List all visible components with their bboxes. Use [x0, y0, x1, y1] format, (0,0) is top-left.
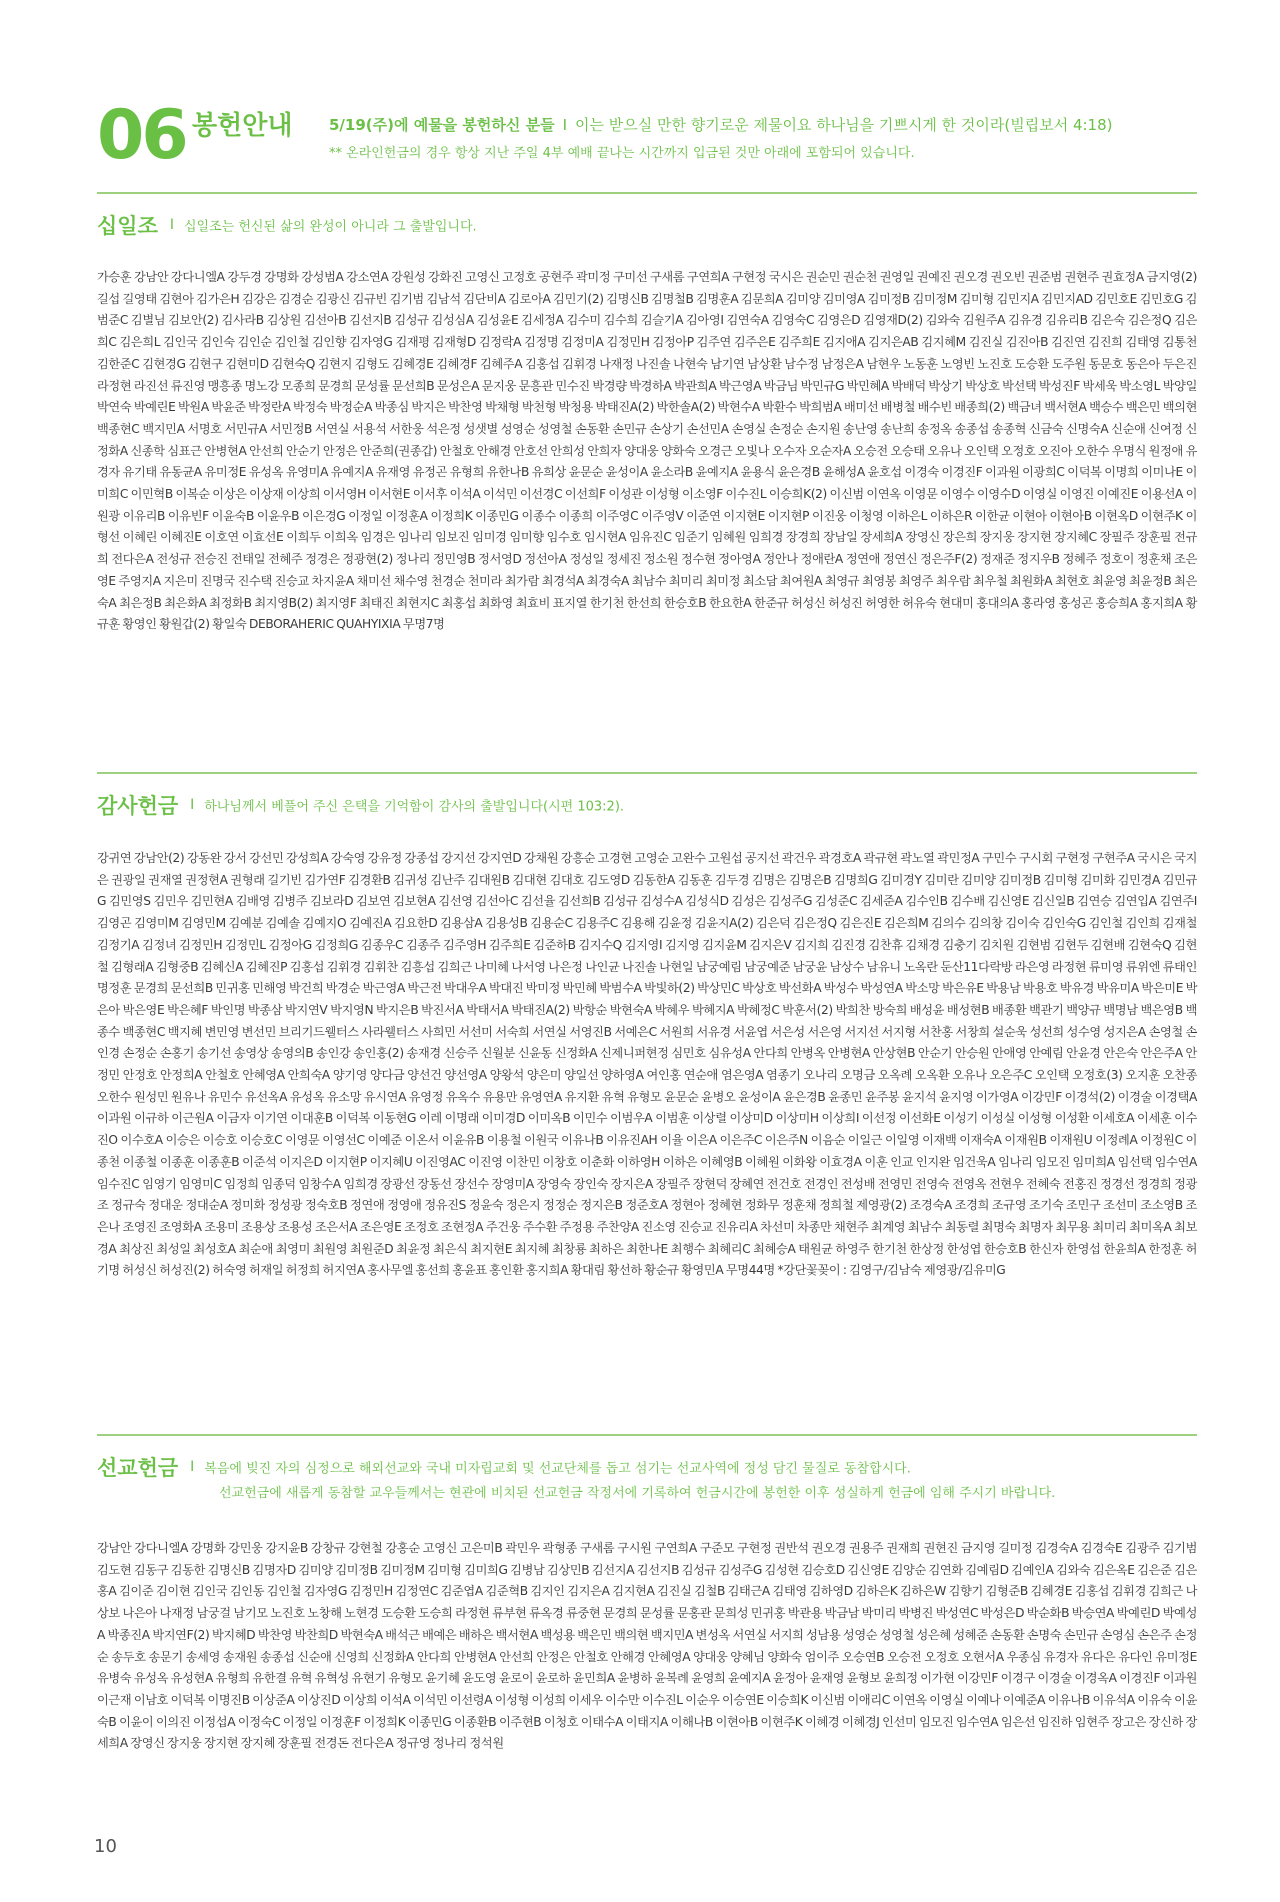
section-separator: I — [190, 1459, 195, 1475]
section-title: 감사헌금 — [97, 794, 179, 818]
offering-date-text: 5/19(주)에 예물을 봉헌하신 분들 — [329, 116, 555, 134]
section-subtitle-line2: 선교헌금에 새롭게 동참할 교우들께서는 현관에 비치된 선교헌금 작정서에 기록하여 헌금시간에 봉헌한 이후 성실하게 헌금에 임해 주시기 바랍니다. — [219, 1486, 1056, 1501]
section-header-tithe — [97, 210, 477, 242]
header-separator: I — [562, 116, 567, 134]
online-offering-note: ** 온라인헌금의 경우 항상 지난 주일 4부 예배 끝나는 시간까지 입금된 것만 아래에 포함되어 있습니다. — [329, 146, 915, 161]
section-separator: I — [169, 217, 174, 233]
header-line — [329, 114, 1113, 136]
section-subtitle: 하나님께서 베풀어 주신 은택을 기억함이 감사의 출발입니다(시편 103:2). — [204, 799, 625, 815]
tithe-names-list: 가승훈 강남안 강다니엘A 강두경 강명화 강성범A 강소연A 강원성 강화진 고영신 고정호 공현주 곽미정 구미선 구새롬 구연희A 구현정 국시은 권순민 권순천 권영일 권예진 권오경 권오빈 권준범 권현주 권효정A 금지영(2) 길섭 길영태 김현아 김가은H 김강은 김경순 김광신 김규빈 김기범 김남석 김단비A 김로아A 김민기(2) 김명신B 김명철B 김명훈A 김문희A 김미양 김미영A 김미정B 김미정M 김미형 김민지A 김민지AD 김민호E 김민호G 김범준C 김별님 김보안(2) 김사라B 김상원 김선아B 김선지B 김성규 김성심A 김성윤E 김세정A 김수미 김수희 김슬기A 김아영I 김연숙A 김영숙C 김영은D 김영재D(2) 김와숙 김원주A 김유경 김유리B 김은숙 김은정Q 김은희C 김은희L 김인국 김인숙 김인순 김인철 김인향 김자영G 김재평 김재형D 김정락A 김정명 김정미A 김정민H 김정아P 김주연 김주은E 김주희E 김지애A 김지은AB 김지혜M 김진실 김진아B 김진연 김진희 김태영 김통천 김한준C 김현경G 김현구 김현미D 김현숙Q 김현지 김형도 김혜경E 김혜경F 김혜주A 김홍섭 김휘경 나재정 나진솔 나현숙 남기연 남상환 남수정 남정은A 남현우 노동훈 노영빈 노진호 도승환 도주원 동문호 동은아 두은진 라정현 라진선 류진영 맹흥종 명노강 모종희 문경희 문성률 문선희B 문성은A 문지웅 문흥관 민수진 박경량 박경하A 박관희A 박근영A 박금님 박민규G 박민혜A 박배덕 박상기 박상호 박선택 박성진F 박세욱 박소영L 박양일 박연숙 박예린E 박원A 박윤준 박정란A 박정숙 박정순A 박종심 박지은 박찬영 박채형 박천형 박청용 박태진A(2) 박한솔A(2) 박현수A 박환수 박희범A 배미선 배병철 배수빈 배종희(2) 백금녀 백서현A 백승수 백은민 백의현 백종현C 백지민A 서명호 서민규A 서민정B 서연실 서용석 서한웅 석은정 성샛별 성영순 성영철 손동환 손민규 손상기 손선민A 손영실 손정순 손지원 송난영 송난희 송정옥 송종섭 송종혁 신금숙 신명숙A 신순애 신여정 신정화A 신종학 심표근 안병현A 안선희 안순기 안정은 안준희(권종갑) 안철호 안해경 안호선 안희성 안희자 양대웅 양화숙 오경근 오빛나 오수자 오순자A 오승전 오승태 오유나 오인택 오정호 오진아 오한수 우명식 원정애 유경자 유기태 유동균A 유미정E 유성옥 유영미A 유예지A 유재영 유정곤 유형희 유한나B 유희상 윤문순 윤성이A 윤소라B 윤예지A 윤용식 윤은경B 윤해성A 윤호섭 이경숙 이경진F 이과원 이광희C 이덕복 이명희 이미나E 이미희C 이민혁B 이복순 이상은 이상재 이상희 이서영H 이서현E 이서후 이석A 이석민 이선경C 이선희F 이성관 이성형 이소영F 이수진L 이승희K(2) 이신범 이연옥 이영문 이영수 이영수D 이영실 이영진 이예진E 이용선A 이원광 이유리B 이유빈F 이윤숙B 이윤우B 이은경G 이정일 이정훈A 이정희K 이종민G 이종수 이종희 이주영C 이주영V 이준연 이지현E 이지현P 이진웅 이청영 이하은L 이하은R 이한균 이현아 이현아B 이현옥D 이현주K 이형선 이혜린 이혜진E 이호연 이효선E 이희두 이희옥 임경은 임나리 임보진 임미경 임미향 임수호 임시현A 임유진C 임준기 임혜원 임희경 장경희 장남일 장세희A 장영신 장은희 장지웅 장지현 장지혜C 장필주 장훈필 전규희 전다은A 전성규 전승진 전태일 전혜주 정경은 정광현(2) 정나리 정민영B 정서영D 정선아A 정성일 정세진 정소원 정수현 정아영A 정안나 정애란A 정연애 정연신 정은주F(2) 정재준 정지우B 정혜주 정호이 정훈채 조은영E 주영지A 지은미 진명국 진수택 진승교 차지윤A 채미선 채수영 천경순 천미라 최가람 최경석A 최경숙A 최남수 최미리 최미정 최소담 최여원A 최영규 최영봉 최영주 최우람 최우철 최원화A 최현호 최윤영 최윤정B 최은숙A 최은정B 최은화A 최정화B 최지영B(2) 최지영F 최태진 최현지C 최홍섭 최화영 최효비 표지열 한기천 한선희 한승호B 한요한A 한준규 허성신 허성진 허영한 허유숙 현대미 홍대의A 홍라영 홍성곤 홍승희A 홍지희A 황규훈 황영인 황원갑(2) 황일숙 DEBORAHERIC QUAHYIXIA 무명7명 — [97, 270, 1198, 632]
divider — [97, 192, 1197, 194]
header-verse: 이는 받으실 만한 향기로운 제물이요 하나님을 기쁘시게 한 것이라(빌립보서 4:18) — [575, 116, 1113, 134]
divider — [97, 1434, 1197, 1436]
section-title: 십일조 — [97, 214, 158, 238]
section-header-thanks — [97, 790, 624, 822]
section-subtitle: 복음에 빚진 자의 심정으로 해외선교와 국내 미자립교회 및 선교단체를 돕고 섬기는 선교사역에 정성 담긴 물질로 동참합시다. — [204, 1461, 911, 1477]
section-subtitle: 십일조는 헌신된 삶의 완성이 아니라 그 출발입니다. — [184, 219, 477, 235]
page-number: 10 — [94, 1836, 117, 1857]
section-separator: I — [190, 797, 195, 813]
divider — [97, 772, 1197, 774]
mission-names-list: 강남안 강다니엘A 강명화 강민웅 강지윤B 강창규 강현철 강홍순 고영신 고은미B 곽민우 곽형종 구새롬 구시원 구연희A 구준모 구현정 권반석 권오경 권용주 권재희 권현진 금지영 길미정 김경숙A 김경숙E 김광주 김기범 김도현 김동구 김동한 김명신B 김명자D 김미양 김미정B 김미정M 김미형 김미희G 김병남 김상민B 김선지A 김선지B 김성규 김성주G 김성현 김승호D 김신영E 김양순 김연화 김예림D 김예인A 김와숙 김은옥E 김은준 김은홍A 김이준 김이현 김인국 김인동 김인철 김자영G 김정민H 김정연C 김준엽A 김준혁B 김지인 김지은A 김지현A 김진실 김철B 김태근A 김태영 김하영D 김하은K 김하은W 김향기 김형준B 김혜경E 김홍섭 김휘경 김희근 나상보 나은아 나재정 남궁걸 남기모 노진호 노창해 노현경 도승환 도승희 라정현 류부현 류옥경 류중현 문경희 문성률 문홍관 문희성 민귀홍 박관용 박금남 박미리 박병진 박성연C 박성은D 박순화B 박승연A 박예린D 박예성A 박종진A 박지연F(2) 박지혜D 박찬영 박찬희D 박현숙A 배석근 배예은 배하은 백서현A 백성용 백은민 백의현 백지민A 변성옥 서연실 서지희 성남용 성영순 성영철 성은혜 성혜준 손동환 손명숙 손민규 손영심 손은주 손정순 송두호 송문기 송세영 송재원 송종섭 신순애 신영희 신정화A 안다희 안병현A 안선희 안정은 안철호 안해경 안혜영A 양대웅 양혜님 양화숙 엄이주 오승연B 오승전 오정호 오현서A 우종심 유경자 유다은 유다인 유미정E 유병숙 유성옥 유성현A 유형희 유한결 유혁 유혁성 유현기 유형모 윤기혜 윤도영 윤로이 윤로하 윤민희A 윤병하 윤복례 윤영희 윤예지A 윤정아 윤재영 윤형보 윤희정 이가현 이강민F 이경구 이경술 이경옥A 이경진F 이과원 이근재 이남호 이덕복 이명진B 이상준A 이상진D 이상희 이석A 이석민 이선령A 이성형 이성희 이세우 이수만 이수진L 이순우 이승연E 이승희K 이신범 이애리C 이연옥 이영실 이예나 이예준A 이유나B 이유석A 이유숙 이윤숙B 이윤이 이의진 이정섭A 이정숙C 이정일 이정훈F 이정희K 이종민G 이종환B 이주현B 이청호 이태수A 이태지A 이해나B 이현아B 이현주K 이혜경 이혜경J 인선미 임모진 임수연A 임은선 임진하 임현주 장고은 장신하 장세희A 장영신 장지웅 장지현 장지혜 장훈필 전경돈 전다은A 정규영 정나리 정석원 — [97, 1541, 1197, 1751]
section-title: 선교헌금 — [97, 1456, 179, 1480]
thanks-names-list: 강귀연 강남안(2) 강동완 강서 강선민 강성희A 강숙영 강유정 강종섭 강지선 강지연D 강채원 강흥순 고경현 고영순 고완수 고원섭 공지선 곽건우 곽경호A 곽규현 곽노열 곽민정A 구민수 구시회 구현정 구현주A 국시은 국지은 권광일 권재열 권정현A 권형래 길기빈 김가연F 김경환B 김귀성 김난주 김대원B 김대현 김대호 김도영D 김동한A 김동훈 김두경 김명은 김명은B 김명희G 김미경Y 김미란 김미양 김미정B 김미형 김미화 김민경A 김민규G 김민영S 김민우 김민현A 김배영 김병주 김보라D 김보연 김보현A 김선영 김선아C 김선율 김선희B 김성규 김성수A 김성식D 김성은 김성주G 김성준C 김세준A 김수인B 김수배 김신영E 김신일B 김연승 김연입A 김연주I 김영곤 김영미M 김영민M 김예분 김예솔 김예지O 김예진A 김요한D 김용삼A 김용성B 김용순C 김용주C 김용해 김윤정 김윤지A(2) 김은덕 김은정Q 김은진E 김은희M 김의수 김의창 김이숙 김인숙G 김인철 김인희 김재철 김정기A 김정녀 김정민H 김정민L 김정아G 김정희G 김종우C 김종주 김주영H 김주희E 김준하B 김지수Q 김지영I 김지영 김지윤M 김지은V 김지희 김진경 김찬휴 김채경 김충기 김치원 김현범 김현두 김현배 김현숙Q 김현철 김형래A 김형중B 김혜신A 김혜진P 김홍섭 김휘경 김휘찬 김흥섭 김희근 나미혜 나서영 나은정 나인균 나진솔 나현일 남궁예림 남궁예준 남궁윤 남상수 남유니 노옥란 둔산11다락방 라은영 라정현 류미영 류위엔 류태인 명정훈 문경희 문선희B 민귀홍 민해영 박건희 박경순 박근영A 박근전 박대우A 박대진 박미정 박민혜 박범수A 박빛하(2) 박상민C 박상호 박선화A 박성수 박성연A 박소망 박은유E 박용남 박용호 박유경 박유미A 박은미E 박은아 박은영E 박은혜F 박인명 박종삼 박지연V 박지영N 박지은B 박진서A 박태서A 박태진A(2) 박항순 박현숙A 박혜우 박혜지A 박혜정C 박훈서(2) 박희찬 방숙희 배성윤 배성현B 배종환 백관기 백양규 백명남 백은영B 백종수 백종현C 백지혜 변민영 변선민 브리기드웰터스 사라웰터스 사희민 서선미 서숙희 서연실 서영진B 서예은C 서원희 서유경 서윤엽 서은성 서은영 서지선 서지형 서찬홍 서창희 설순욱 성선희 성수영 성지은A 손영철 손인경 손정순 손홍기 송기선 송영상 송영의B 송인강 송인홍(2) 송재경 신승주 신월분 신윤동 신정화A 신제니퍼현정 심민호 심유성A 안다희 안병옥 안병현A 안상현B 안순기 안승원 안애영 안예림 안윤경 안은숙 안은주A 안정민 안정호 안정희A 안철호 안혜영A 안희숙A 양기영 양다금 양선건 양선영A 양왕석 양은미 양일선 양하영A 여인홍 연순애 염은영A 염종기 오나리 오명금 오옥례 오옥환 오유나 오은주C 오인택 오정호(3) 오지훈 오찬종 오한수 원성민 원유나 유민수 유선옥A 유성옥 유소망 유시연A 유영정 유옥수 유용만 유영연A 유지환 유혁 유형모 윤문순 윤병오 윤성이A 윤은경B 윤종민 윤주봉 윤지석 윤지영 이가영A 이강민F 이경석(2) 이경술 이경택A 이과원 이규하 이근원A 이금자 이기연 이대훈B 이덕복 이동현G 이레 이명래 이미경D 이미옥B 이민수 이범우A 이범훈 이상렬 이상미D 이상미H 이상희I 이선정 이선화E 이성기 이성실 이성형 이성환 이세호A 이세훈 이수진O 이수호A 이승은 이승호 이승호C 이영문 이영선C 이예준 이온서 이윤유B 이용철 이원국 이유나B 이유진AH 이율 이은A 이은주C 이은주N 이음순 이일근 이일영 이재백 이재숙A 이재원B 이재원U 이정례A 이정원C 이종천 이종철 이종훈 이종훈B 이준석 이지은D 이지현P 이지혜U 이진영AC 이진영 이찬민 이창호 이춘화 이하영H 이하은 이혜영B 이혜원 이화왕 이효경A 이훈 인교 인지완 임건욱A 임나리 임모진 임미희A 임선택 임수연A 임수진C 임영기 임영미C 임정희 임종덕 임창수A 임희경 장광선 장동선 장선수 장영미A 장영숙 장인숙 장지은A 장필주 장현덕 장혜연 전건호 전경인 전성배 전영민 전영숙 전영옥 전현우 전혜숙 전홍진 정경선 정경희 정광조 정규숙 정대운 정대순A 정미화 정성광 정숙호B 정연애 정영애 정유진S 정윤숙 정은지 정정순 정지은B 정준호A 정현아 정혜현 정화무 정훈채 정희철 제영광(2) 조경숙A 조경희 조규영 조기숙 조민구 조선미 조소영B 조은나 조영진 조영화A 조용미 조용상 조용성 조은서A 조은영E 조정호 조현정A 주건웅 주수환 주정용 주찬양A 진소영 진승교 진유리A 차선미 차종만 채현주 최계영 최남수 최동렬 최명숙 최명자 최무용 최미리 최미옥A 최보경A 최상진 최성일 최성호A 최순애 최영미 최원영 최원준D 최윤정 최은식 최지현E 최지혜 최창룡 최하은 최한나E 최행수 최혜리C 최혜승A 태원균 하영주 한기천 한상정 한성엽 한승호B 한신자 한영섭 한윤희A 한정훈 허기명 허성신 허성진(2) 허숙영 허재일 허정희 허지연A 홍사무엘 홍선희 홍윤표 홍인환 홍지희A 황대림 황선하 황순규 황영민A 무명44명 *강단꽃꽂이 : 김영구/김남숙 제영광/김유미G — [97, 851, 1198, 1278]
section-number: 06 — [97, 96, 186, 175]
section-header-mission — [97, 1452, 1056, 1512]
offering-header — [97, 96, 1197, 190]
page-title: 봉헌안내 — [192, 111, 293, 141]
